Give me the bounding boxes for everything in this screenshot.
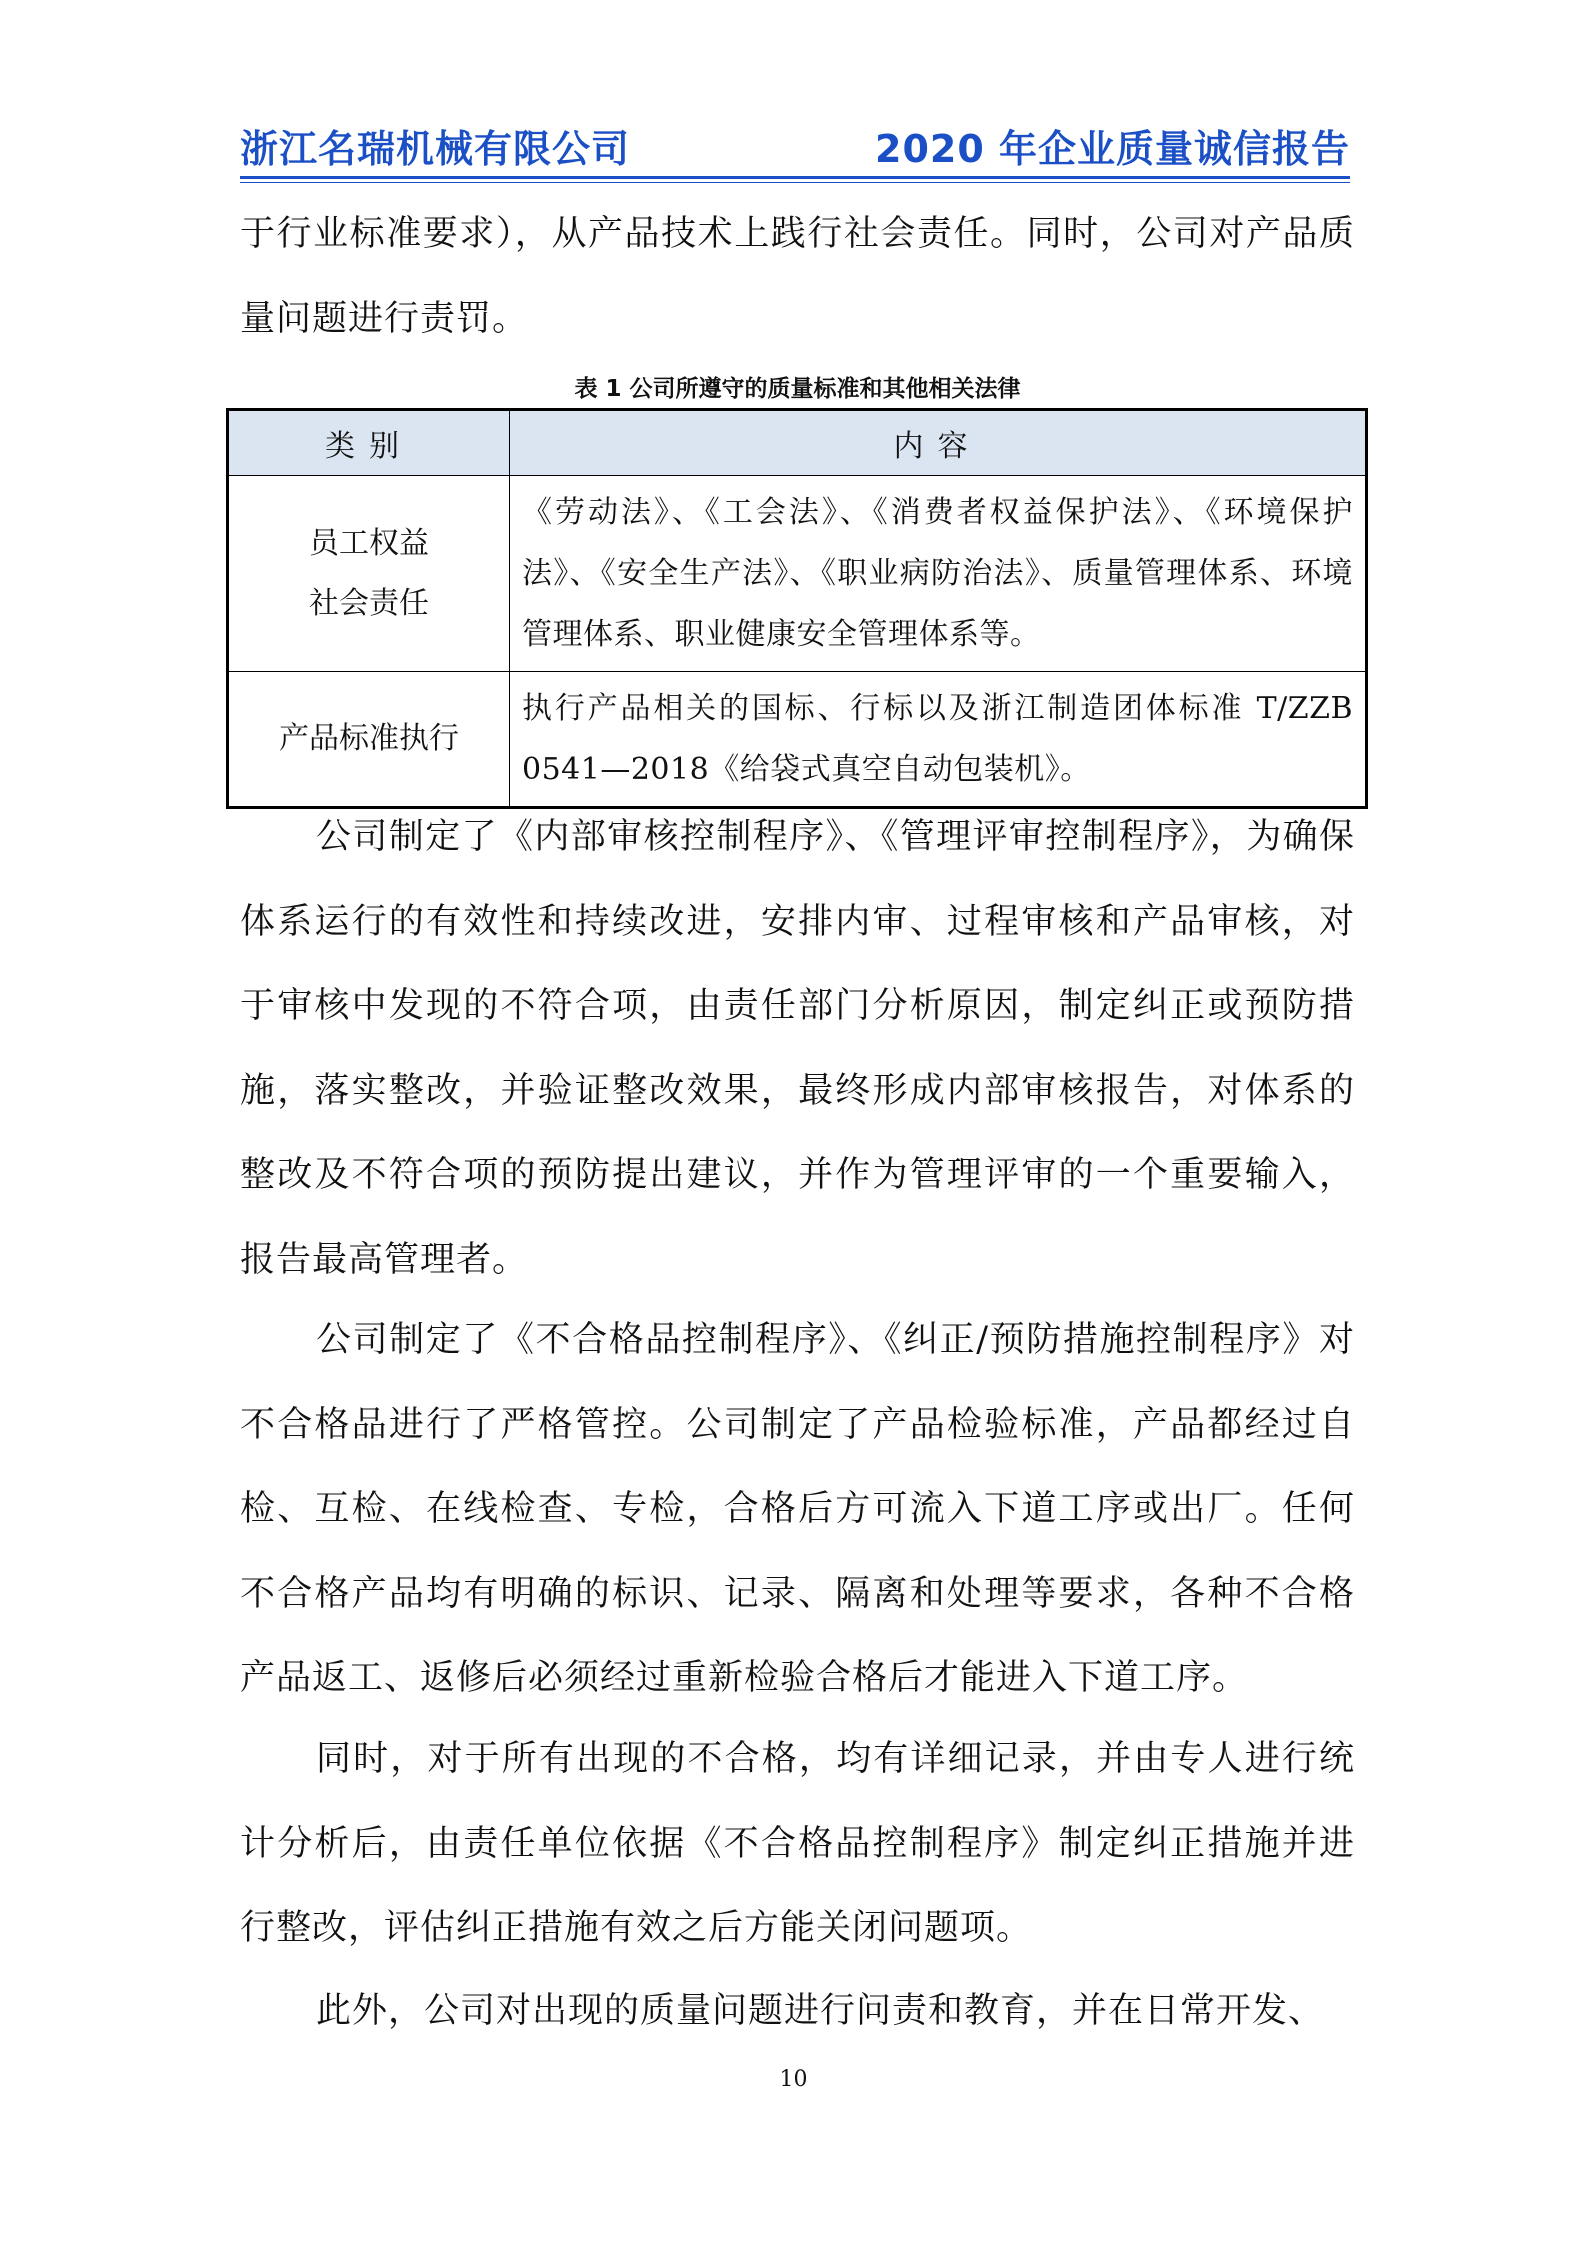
table-caption: 表 1 公司所遵守的质量标准和其他相关法律	[574, 376, 1021, 402]
category-cell	[228, 672, 510, 808]
page-number: 10	[779, 2067, 808, 2092]
company-name: 浙江名瑞机械有限公司	[240, 127, 631, 171]
report-title: 2020 年企业质量诚信报告	[875, 127, 1350, 171]
table-row	[228, 672, 1367, 808]
category-line: 社会责任	[309, 585, 429, 621]
category-line: 产品标准执行	[279, 721, 459, 756]
standards-table	[226, 408, 1368, 809]
table-row	[228, 476, 1367, 672]
content-cell: 《劳动法》、《工会法》、《消费者权益保护法》、《环境保护法》、《安全生产法》、《职业病防治法》、质量管理体系、环境管理体系、职业健康安全管理体系等。	[510, 476, 1367, 672]
header-rule-thin	[240, 182, 1350, 183]
category-line: 员工权益	[309, 525, 429, 561]
paragraph-nonconformity-records: 同时，对于所有出现的不合格，均有详细记录，并由专人进行统计分析后，由责任单位依据《不合格品控制程序》制定纠正措施并进行整改，评估纠正措施有效之后方能关闭问题项。	[240, 1739, 1355, 1948]
paragraph-nonconforming-control: 公司制定了《不合格品控制程序》、《纠正/预防措施控制程序》对不合格品进行了严格管控。公司制定了产品检验标准，产品都经过自检、互检、在线检查、专检，合格后方可流入下道工序或出厂。任何不合格产品均有明确的标识、记录、隔离和处理等要求，各种不合格产品返工、返修后必须经过重新检验合格后才能进入下道工序。	[240, 1320, 1355, 1698]
table-header-row	[228, 410, 1367, 476]
paragraph-internal-audit: 公司制定了《内部审核控制程序》、《管理评审控制程序》，为确保体系运行的有效性和持续改进，安排内审、过程审核和产品审核，对于审核中发现的不符合项，由责任部门分析原因，制定纠正或预防措施，落实整改，并验证整改效果，最终形成内部审核报告，对体系的整改及不符合项的预防提出建议，并作为管理评审的一个重要输入，报告最高管理者。	[240, 817, 1355, 1280]
paragraph-accountability: 此外，公司对出现的质量问题进行问责和教育，并在日常开发、	[316, 1991, 1325, 2031]
column-header-content: 内容	[510, 410, 1367, 476]
column-header-category: 类别	[228, 410, 510, 476]
content-cell: 执行产品相关的国标、行标以及浙江制造团体标准 T/ZZB 0541—2018《给袋式真空自动包装机》。	[510, 672, 1367, 808]
page-header	[240, 118, 1350, 176]
header-rule-thick	[240, 176, 1350, 179]
paragraph-continued: 于行业标准要求），从产品技术上践行社会责任。同时，公司对产品质量问题进行责罚。	[240, 214, 1355, 339]
category-cell	[228, 476, 510, 672]
